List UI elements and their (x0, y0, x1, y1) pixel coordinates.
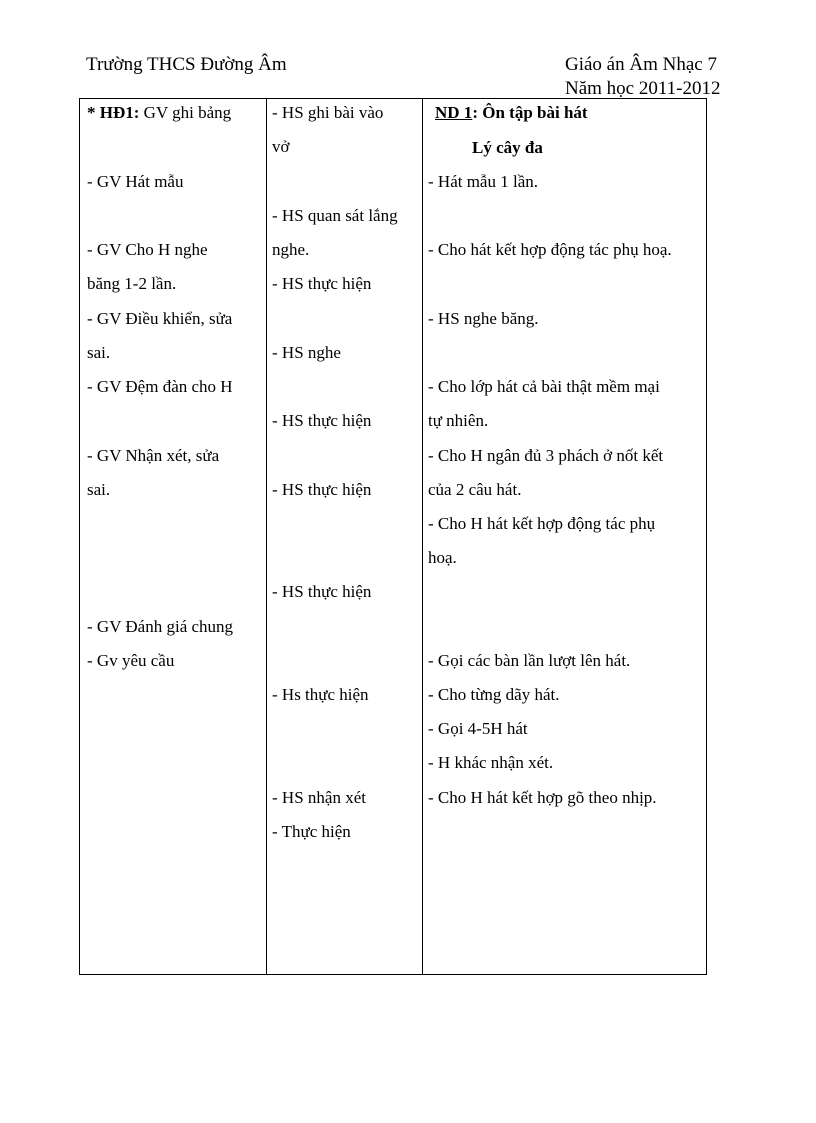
school-year: Năm học 2011-2012 (565, 78, 721, 99)
teacher-step: - Gv yêu cầu (87, 651, 175, 670)
column-divider (266, 99, 267, 974)
lesson-subject: Giáo án Âm Nhạc 7 (565, 54, 717, 75)
content-step: - Cho H hát kết hợp động tác phụ (428, 514, 656, 533)
content-step: tự nhiên. (428, 411, 489, 430)
student-step: - HS thực hiện (272, 582, 372, 601)
student-step: - HS nhận xét (272, 788, 366, 807)
activity-text: GV ghi bảng (139, 103, 232, 122)
content-step: - H khác nhận xét. (428, 753, 554, 772)
teacher-step: - GV Hát mẫu (87, 172, 184, 191)
column-divider (422, 99, 423, 974)
activity-label: * HĐ1: (87, 103, 140, 122)
student-step: - HS thực hiện (272, 411, 372, 430)
teacher-step: - GV Cho H nghe (87, 240, 208, 259)
teacher-step: sai. (87, 480, 111, 499)
student-step: vở (272, 137, 290, 156)
content-step: hoạ. (428, 548, 457, 567)
content-title: : Ôn tập bài hát (472, 103, 588, 122)
content-step: của 2 câu hát. (428, 480, 522, 499)
student-step: - HS ghi bài vào (272, 103, 384, 122)
content-step: - Cho H ngân đủ 3 phách ở nốt kết (428, 446, 664, 465)
content-heading (435, 103, 588, 123)
content-step: - Gọi 4-5H hát (428, 719, 528, 738)
student-step: - Thực hiện (272, 822, 351, 841)
teacher-step: - GV Đệm đàn cho H (87, 377, 233, 396)
song-title: Lý cây đa (472, 138, 543, 157)
teacher-step: băng 1-2 lần. (87, 274, 177, 293)
content-label: ND 1 (435, 103, 473, 122)
student-step: - HS quan sát lắng (272, 206, 398, 225)
student-step: - Hs thực hiện (272, 685, 369, 704)
lesson-table (79, 98, 707, 975)
content-step: - Hát mẫu 1 lần. (428, 172, 538, 191)
activity-1-heading (87, 103, 231, 123)
content-step: - Cho từng dãy hát. (428, 685, 560, 704)
teacher-step: - GV Nhận xét, sửa (87, 446, 220, 465)
student-step: - HS thực hiện (272, 274, 372, 293)
content-step: - HS nghe băng. (428, 309, 539, 328)
teacher-step: - GV Điều khiển, sửa (87, 309, 233, 328)
content-step: - Cho H hát kết hợp gõ theo nhịp. (428, 788, 657, 807)
student-step: - HS nghe (272, 343, 341, 362)
student-step: nghe. (272, 240, 310, 259)
content-step: - Gọi các bàn lần lượt lên hát. (428, 651, 631, 670)
school-name: Trường THCS Đường Âm (86, 54, 287, 75)
content-step: - Cho hát kết hợp động tác phụ hoạ. (428, 240, 672, 259)
teacher-step: sai. (87, 343, 111, 362)
content-step: - Cho lớp hát cả bài thật mềm mại (428, 377, 660, 396)
student-step: - HS thực hiện (272, 480, 372, 499)
teacher-step: - GV Đánh giá chung (87, 617, 234, 636)
